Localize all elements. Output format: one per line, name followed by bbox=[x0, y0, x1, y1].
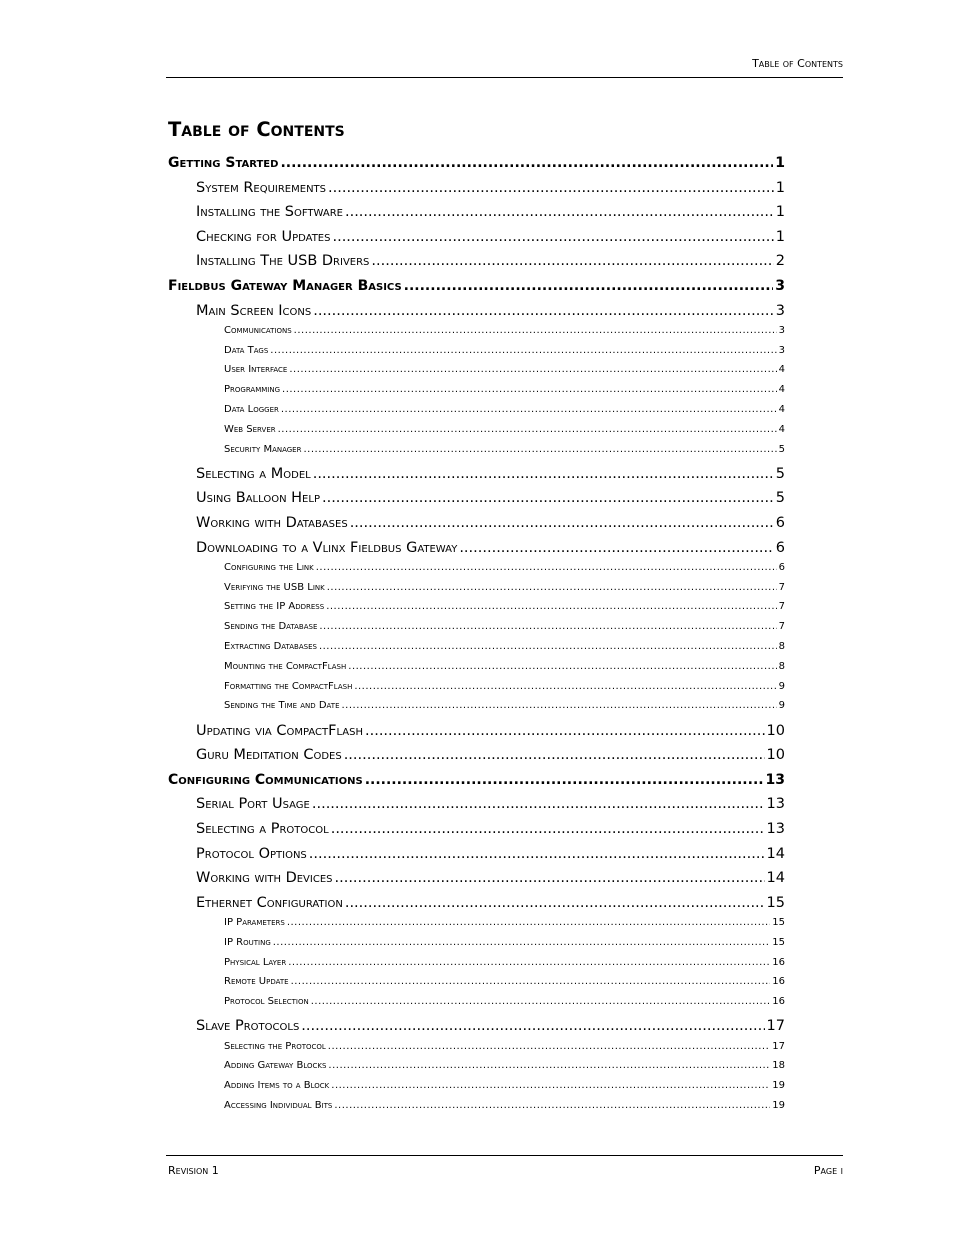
toc-leader-dots bbox=[335, 870, 765, 886]
toc-entry[interactable] bbox=[196, 303, 785, 325]
toc-entry[interactable] bbox=[224, 1060, 785, 1076]
toc-entry-page: 8 bbox=[778, 641, 785, 652]
toc-entry-title: Guru Meditation Codes bbox=[196, 747, 342, 764]
toc-leader-dots bbox=[281, 404, 777, 415]
toc-entry-page: 8 bbox=[778, 660, 785, 672]
toc-entry[interactable] bbox=[224, 1100, 785, 1116]
toc-entry[interactable] bbox=[224, 582, 785, 598]
toc-entry-title: Adding Gateway Blocks bbox=[224, 1060, 327, 1072]
toc-entry[interactable] bbox=[196, 180, 785, 202]
toc-entry-title: Updating via CompactFlash bbox=[196, 722, 363, 739]
toc-leader-dots bbox=[287, 917, 770, 928]
toc-entry-title: Extracting Databases bbox=[224, 641, 317, 652]
toc-entry-page: 3 bbox=[778, 344, 785, 356]
toc-entry-title: Data Tags bbox=[224, 344, 269, 356]
toc-leader-dots bbox=[342, 700, 777, 711]
toc-entry[interactable] bbox=[224, 424, 785, 440]
toc-entry-page: 7 bbox=[778, 621, 785, 633]
toc-entry[interactable] bbox=[224, 384, 785, 400]
toc-entry-title: Ethernet Configuration bbox=[196, 894, 343, 911]
toc-leader-dots bbox=[270, 345, 776, 356]
toc-entry[interactable] bbox=[168, 155, 785, 177]
toc-entry-title: Downloading to a Vlinx Fieldbus Gateway bbox=[196, 539, 458, 556]
toc-entry-page: 5 bbox=[778, 443, 785, 455]
toc-entry-title: Setting the IP Address bbox=[224, 601, 325, 613]
toc-entry[interactable] bbox=[224, 562, 785, 578]
toc-entry[interactable] bbox=[224, 345, 785, 361]
toc-leader-dots bbox=[319, 641, 777, 652]
toc-entry-title: Remote Update bbox=[224, 976, 289, 988]
toc-entry-page: 15 bbox=[766, 894, 785, 911]
toc-entry-title: Programming bbox=[224, 384, 281, 396]
toc-leader-dots bbox=[459, 540, 773, 556]
toc-leader-dots bbox=[313, 303, 774, 319]
toc-entry-page: 3 bbox=[775, 278, 785, 294]
toc-leader-dots bbox=[326, 601, 776, 612]
toc-entry-title: Working with Databases bbox=[196, 515, 348, 531]
toc-entry-page: 4 bbox=[778, 404, 785, 415]
toc-entry[interactable] bbox=[196, 466, 785, 488]
toc-entry[interactable] bbox=[196, 204, 785, 226]
toc-entry-page: 16 bbox=[772, 956, 785, 968]
toc-entry-title: Using Balloon Help bbox=[196, 490, 320, 507]
toc-entry-title: Sending the Database bbox=[224, 621, 318, 633]
toc-entry-page: 6 bbox=[775, 539, 785, 556]
toc-entry[interactable] bbox=[224, 976, 785, 992]
toc-entry-title: IP Parameters bbox=[224, 917, 285, 928]
toc-entry-title: User Interface bbox=[224, 364, 288, 376]
toc-entry-title: Main Screen Icons bbox=[196, 302, 312, 319]
toc-entry-title: System Requirements bbox=[196, 179, 327, 196]
toc-entry[interactable] bbox=[224, 641, 785, 657]
toc-entry[interactable] bbox=[196, 821, 785, 843]
toc-entry-page: 6 bbox=[775, 515, 785, 531]
toc-leader-dots bbox=[311, 996, 771, 1007]
toc-entry-page: 1 bbox=[775, 179, 785, 196]
toc-entry[interactable] bbox=[196, 723, 785, 745]
toc-entry[interactable] bbox=[196, 747, 785, 769]
toc-entry-title: Configuring the Link bbox=[224, 561, 314, 573]
toc-entry-page: 3 bbox=[778, 324, 785, 336]
toc-leader-dots bbox=[344, 747, 765, 763]
toc-entry[interactable] bbox=[224, 601, 785, 617]
page-title: Table of Contents bbox=[168, 118, 345, 141]
toc-leader-dots bbox=[328, 180, 774, 196]
toc-entry[interactable] bbox=[224, 957, 785, 973]
running-title: Table of Contents bbox=[752, 57, 843, 70]
toc-leader-dots bbox=[273, 937, 771, 948]
toc-entry[interactable] bbox=[196, 1018, 785, 1040]
toc-entry-title: Sending the Time and Date bbox=[224, 700, 340, 712]
toc-leader-dots bbox=[282, 384, 777, 395]
toc-leader-dots bbox=[303, 444, 776, 455]
toc-leader-dots bbox=[332, 229, 773, 245]
toc-entry-page: 2 bbox=[775, 253, 785, 270]
toc-leader-dots bbox=[331, 821, 765, 837]
toc-leader-dots bbox=[350, 515, 774, 531]
toc-entry-page: 15 bbox=[772, 936, 785, 948]
toc-leader-dots bbox=[322, 490, 774, 506]
toc-entry-page: 9 bbox=[778, 700, 785, 712]
toc-entry-title: Protocol Selection bbox=[224, 996, 309, 1008]
toc-entry-title: Verifying the USB Link bbox=[224, 581, 325, 593]
toc-entry[interactable] bbox=[224, 1041, 785, 1057]
toc-entry[interactable] bbox=[196, 490, 785, 512]
toc-leader-dots bbox=[334, 1100, 770, 1111]
toc-entry-page: 1 bbox=[775, 155, 785, 171]
toc-entry-page: 4 bbox=[778, 423, 785, 435]
toc-entry[interactable] bbox=[224, 364, 785, 380]
toc-entry[interactable] bbox=[196, 515, 785, 537]
toc-entry-title: Serial Port Usage bbox=[196, 796, 310, 813]
toc-entry[interactable] bbox=[224, 700, 785, 716]
toc-entry-title: Physical Layer bbox=[224, 956, 287, 968]
toc-entry[interactable] bbox=[224, 1080, 785, 1096]
toc-entry-title: Communications bbox=[224, 324, 292, 336]
toc-leader-dots bbox=[313, 466, 774, 482]
toc-entry[interactable] bbox=[196, 895, 785, 917]
toc-entry-title: Slave Protocols bbox=[196, 1018, 300, 1035]
toc-leader-dots bbox=[316, 562, 777, 573]
toc-leader-dots bbox=[294, 325, 777, 336]
toc-entry-page: 18 bbox=[772, 1060, 785, 1072]
toc-entry-title: Mounting the CompactFlash bbox=[224, 660, 347, 672]
toc-entry-page: 5 bbox=[775, 490, 785, 507]
toc-entry-title: Checking for Updates bbox=[196, 228, 331, 245]
toc-leader-dots bbox=[345, 895, 765, 911]
toc-leader-dots bbox=[327, 582, 777, 593]
toc-entry-page: 1 bbox=[775, 228, 785, 245]
page-footer bbox=[166, 1155, 843, 1176]
toc-entry-page: 7 bbox=[778, 601, 785, 613]
page-number: Page i bbox=[813, 1164, 843, 1177]
toc-entry[interactable] bbox=[224, 917, 785, 933]
toc-entry-title: Installing The USB Drivers bbox=[196, 253, 370, 270]
toc-entry-title: Working with Devices bbox=[196, 870, 333, 887]
toc-leader-dots bbox=[354, 681, 776, 692]
toc-leader-dots bbox=[289, 364, 776, 375]
toc-entry[interactable] bbox=[224, 681, 785, 697]
toc-entry[interactable] bbox=[224, 937, 785, 953]
toc-entry-page: 5 bbox=[775, 465, 785, 482]
toc-entry-title: Configuring Communications bbox=[168, 771, 363, 788]
toc-leader-dots bbox=[312, 796, 765, 812]
toc-entry-title: Protocol Options bbox=[196, 845, 307, 862]
toc-entry[interactable] bbox=[224, 325, 785, 341]
toc-entry-page: 16 bbox=[772, 996, 785, 1008]
toc-leader-dots bbox=[278, 424, 777, 435]
toc-entry-page: 10 bbox=[766, 722, 785, 739]
toc-leader-dots bbox=[280, 155, 773, 171]
toc-entry-page: 4 bbox=[778, 364, 785, 376]
toc-entry-title: Installing the Software bbox=[196, 204, 343, 221]
toc-entry[interactable] bbox=[196, 540, 785, 562]
revision-label: Revision 1 bbox=[168, 1164, 219, 1177]
toc-entry-page: 15 bbox=[772, 917, 785, 928]
toc-entry-page: 9 bbox=[778, 680, 785, 692]
toc-entry-title: Fieldbus Gateway Manager Basics bbox=[168, 278, 402, 294]
toc-entry[interactable] bbox=[168, 772, 785, 794]
toc-leader-dots bbox=[288, 957, 770, 968]
toc-leader-dots bbox=[328, 1060, 770, 1071]
toc-entry-page: 17 bbox=[766, 1018, 785, 1035]
toc-entry[interactable] bbox=[224, 444, 785, 460]
toc-entry-title: Data Logger bbox=[224, 404, 279, 415]
toc-entry[interactable] bbox=[224, 404, 785, 420]
toc-entry-page: 13 bbox=[765, 771, 785, 788]
toc-entry[interactable] bbox=[168, 278, 785, 300]
toc-entry[interactable] bbox=[196, 796, 785, 818]
toc-entry[interactable] bbox=[196, 229, 785, 251]
toc-entry-page: 14 bbox=[766, 845, 785, 862]
toc-entry[interactable] bbox=[196, 846, 785, 868]
toc-entry-title: Web Server bbox=[224, 423, 276, 435]
toc-entry-page: 4 bbox=[778, 384, 785, 396]
toc-entry-title: Formatting the CompactFlash bbox=[224, 680, 353, 692]
toc-leader-dots bbox=[309, 846, 765, 862]
toc-entry[interactable] bbox=[196, 870, 785, 892]
toc-entry[interactable] bbox=[224, 661, 785, 677]
toc-leader-dots bbox=[365, 723, 765, 739]
toc-entry[interactable] bbox=[224, 621, 785, 637]
toc-entry[interactable] bbox=[224, 996, 785, 1012]
toc-leader-dots bbox=[365, 772, 764, 788]
toc-entry-page: 1 bbox=[775, 204, 785, 221]
toc-entry-page: 14 bbox=[766, 870, 785, 887]
toc-leader-dots bbox=[404, 278, 774, 294]
toc-entry-page: 19 bbox=[772, 1080, 785, 1092]
toc-entry-page: 7 bbox=[778, 581, 785, 593]
toc-entry-page: 19 bbox=[772, 1100, 785, 1111]
toc-leader-dots bbox=[291, 976, 771, 987]
toc-leader-dots bbox=[331, 1080, 770, 1091]
toc-entry-page: 3 bbox=[775, 302, 785, 319]
toc-entry-title: IP Routing bbox=[224, 936, 271, 948]
toc-leader-dots bbox=[371, 253, 773, 269]
toc-entry-title: Selecting a Model bbox=[196, 465, 311, 482]
toc-leader-dots bbox=[348, 661, 776, 672]
toc-entry[interactable] bbox=[196, 253, 785, 275]
page-header bbox=[166, 55, 843, 78]
toc-leader-dots bbox=[301, 1018, 764, 1034]
toc-leader-dots bbox=[319, 621, 776, 632]
toc-entry-title: Accessing Individual Bits bbox=[224, 1100, 333, 1111]
toc-entry-page: 16 bbox=[772, 976, 785, 988]
toc-entry-page: 17 bbox=[772, 1040, 785, 1052]
toc-entry-title: Adding Items to a Block bbox=[224, 1080, 330, 1092]
toc-leader-dots bbox=[328, 1041, 770, 1052]
toc-entry-title: Getting Started bbox=[168, 155, 279, 171]
toc-entry-page: 6 bbox=[778, 561, 785, 573]
toc-entry-title: Selecting the Protocol bbox=[224, 1040, 326, 1052]
toc-leader-dots bbox=[345, 204, 774, 220]
toc-entry-title: Security Manager bbox=[224, 443, 302, 455]
toc-entry-page: 10 bbox=[766, 747, 785, 764]
toc-entry-title: Selecting a Protocol bbox=[196, 821, 329, 837]
toc-entry-page: 13 bbox=[766, 821, 785, 837]
toc-entry-page: 13 bbox=[766, 796, 785, 813]
